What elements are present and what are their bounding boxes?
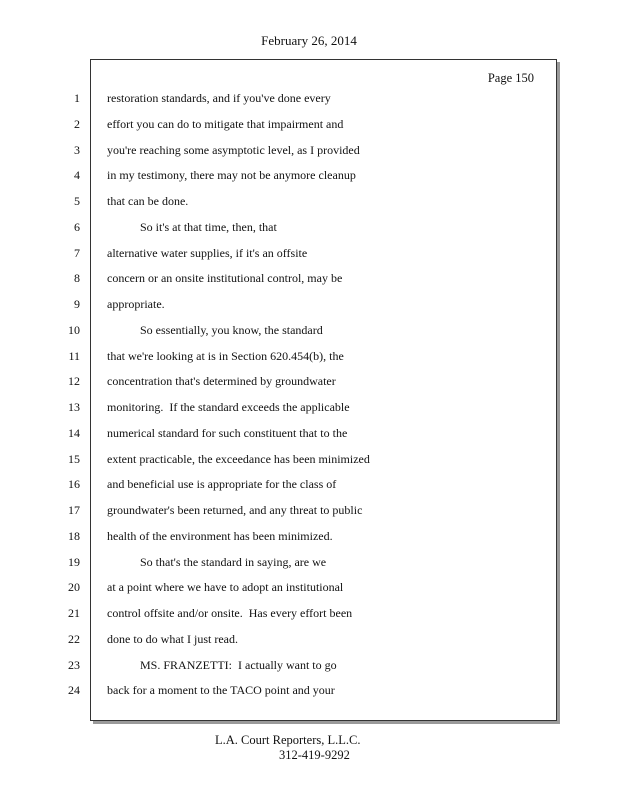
transcript-line: control offsite and/or onsite. Has every effort been <box>107 606 353 620</box>
line-number: 2 <box>74 116 80 131</box>
transcript-line: concern or an onsite institutional control, may be <box>107 271 343 286</box>
line-number: 23 <box>68 657 80 672</box>
transcript-line: numerical standard for such constituent that to the <box>107 425 348 440</box>
transcript-line: groundwater's been returned, and any threat to public <box>107 503 363 517</box>
transcript-line: MS. FRANZETTI: I actually want to go <box>140 657 337 672</box>
transcript-line: appropriate. <box>107 297 165 311</box>
transcript-line: that we're looking at is in Section 620.454(b), the <box>107 348 344 363</box>
transcript-line: effort you can do to mitigate that impairment and <box>107 116 344 131</box>
line-number: 4 <box>74 168 80 183</box>
line-number: 12 <box>68 374 80 389</box>
line-number: 19 <box>68 554 80 569</box>
transcript-line: monitoring. If the standard exceeds the applicable <box>107 400 350 414</box>
transcript-line: at a point where we have to adopt an institutional <box>107 580 344 595</box>
line-number: 20 <box>68 580 80 595</box>
transcript-line: in my testimony, there may not be anymore cleanup <box>107 168 356 183</box>
line-number: 13 <box>68 400 80 414</box>
line-number: 9 <box>74 297 80 311</box>
line-number: 21 <box>68 606 80 620</box>
footer-company: L.A. Court Reporters, L.L.C. <box>215 733 361 747</box>
line-number: 18 <box>68 528 80 543</box>
line-number: 7 <box>74 245 80 260</box>
line-number: 24 <box>68 683 80 698</box>
transcript-line: that can be done. <box>107 194 189 208</box>
line-number: 16 <box>68 477 80 492</box>
transcript-line: alternative water supplies, if it's an offsite <box>107 245 308 260</box>
transcript-line: back for a moment to the TACO point and your <box>107 683 335 698</box>
page-number: Page 150 <box>487 71 534 85</box>
line-number: 5 <box>74 194 80 208</box>
transcript-date: February 26, 2014 <box>261 33 357 48</box>
line-number: 17 <box>68 503 80 517</box>
transcript-line: So that's the standard in saying, are we <box>140 554 327 569</box>
transcript-line: extent practicable, the exceedance has been minimized <box>107 451 370 466</box>
line-number: 11 <box>68 348 80 363</box>
transcript-line: done to do what I just read. <box>107 631 238 646</box>
transcript-line: health of the environment has been minimized. <box>107 528 333 543</box>
line-number: 15 <box>68 451 80 466</box>
line-number: 8 <box>74 271 80 286</box>
line-number: 6 <box>74 219 80 234</box>
transcript-line: So essentially, you know, the standard <box>140 322 323 337</box>
line-number: 3 <box>74 142 80 157</box>
transcript-page-frame <box>90 59 557 721</box>
transcript-line: So it's at that time, then, that <box>140 219 277 234</box>
line-number: 14 <box>68 425 80 440</box>
line-number: 1 <box>74 91 80 105</box>
line-number: 22 <box>68 631 80 646</box>
transcript-line: concentration that's determined by groundwater <box>107 374 336 389</box>
footer-phone: 312-419-9292 <box>279 748 350 762</box>
transcript-line: restoration standards, and if you've done every <box>107 91 331 105</box>
line-number: 10 <box>68 322 80 337</box>
transcript-line: and beneficial use is appropriate for the class of <box>107 477 337 492</box>
transcript-line: you're reaching some asymptotic level, as I provided <box>107 142 360 157</box>
